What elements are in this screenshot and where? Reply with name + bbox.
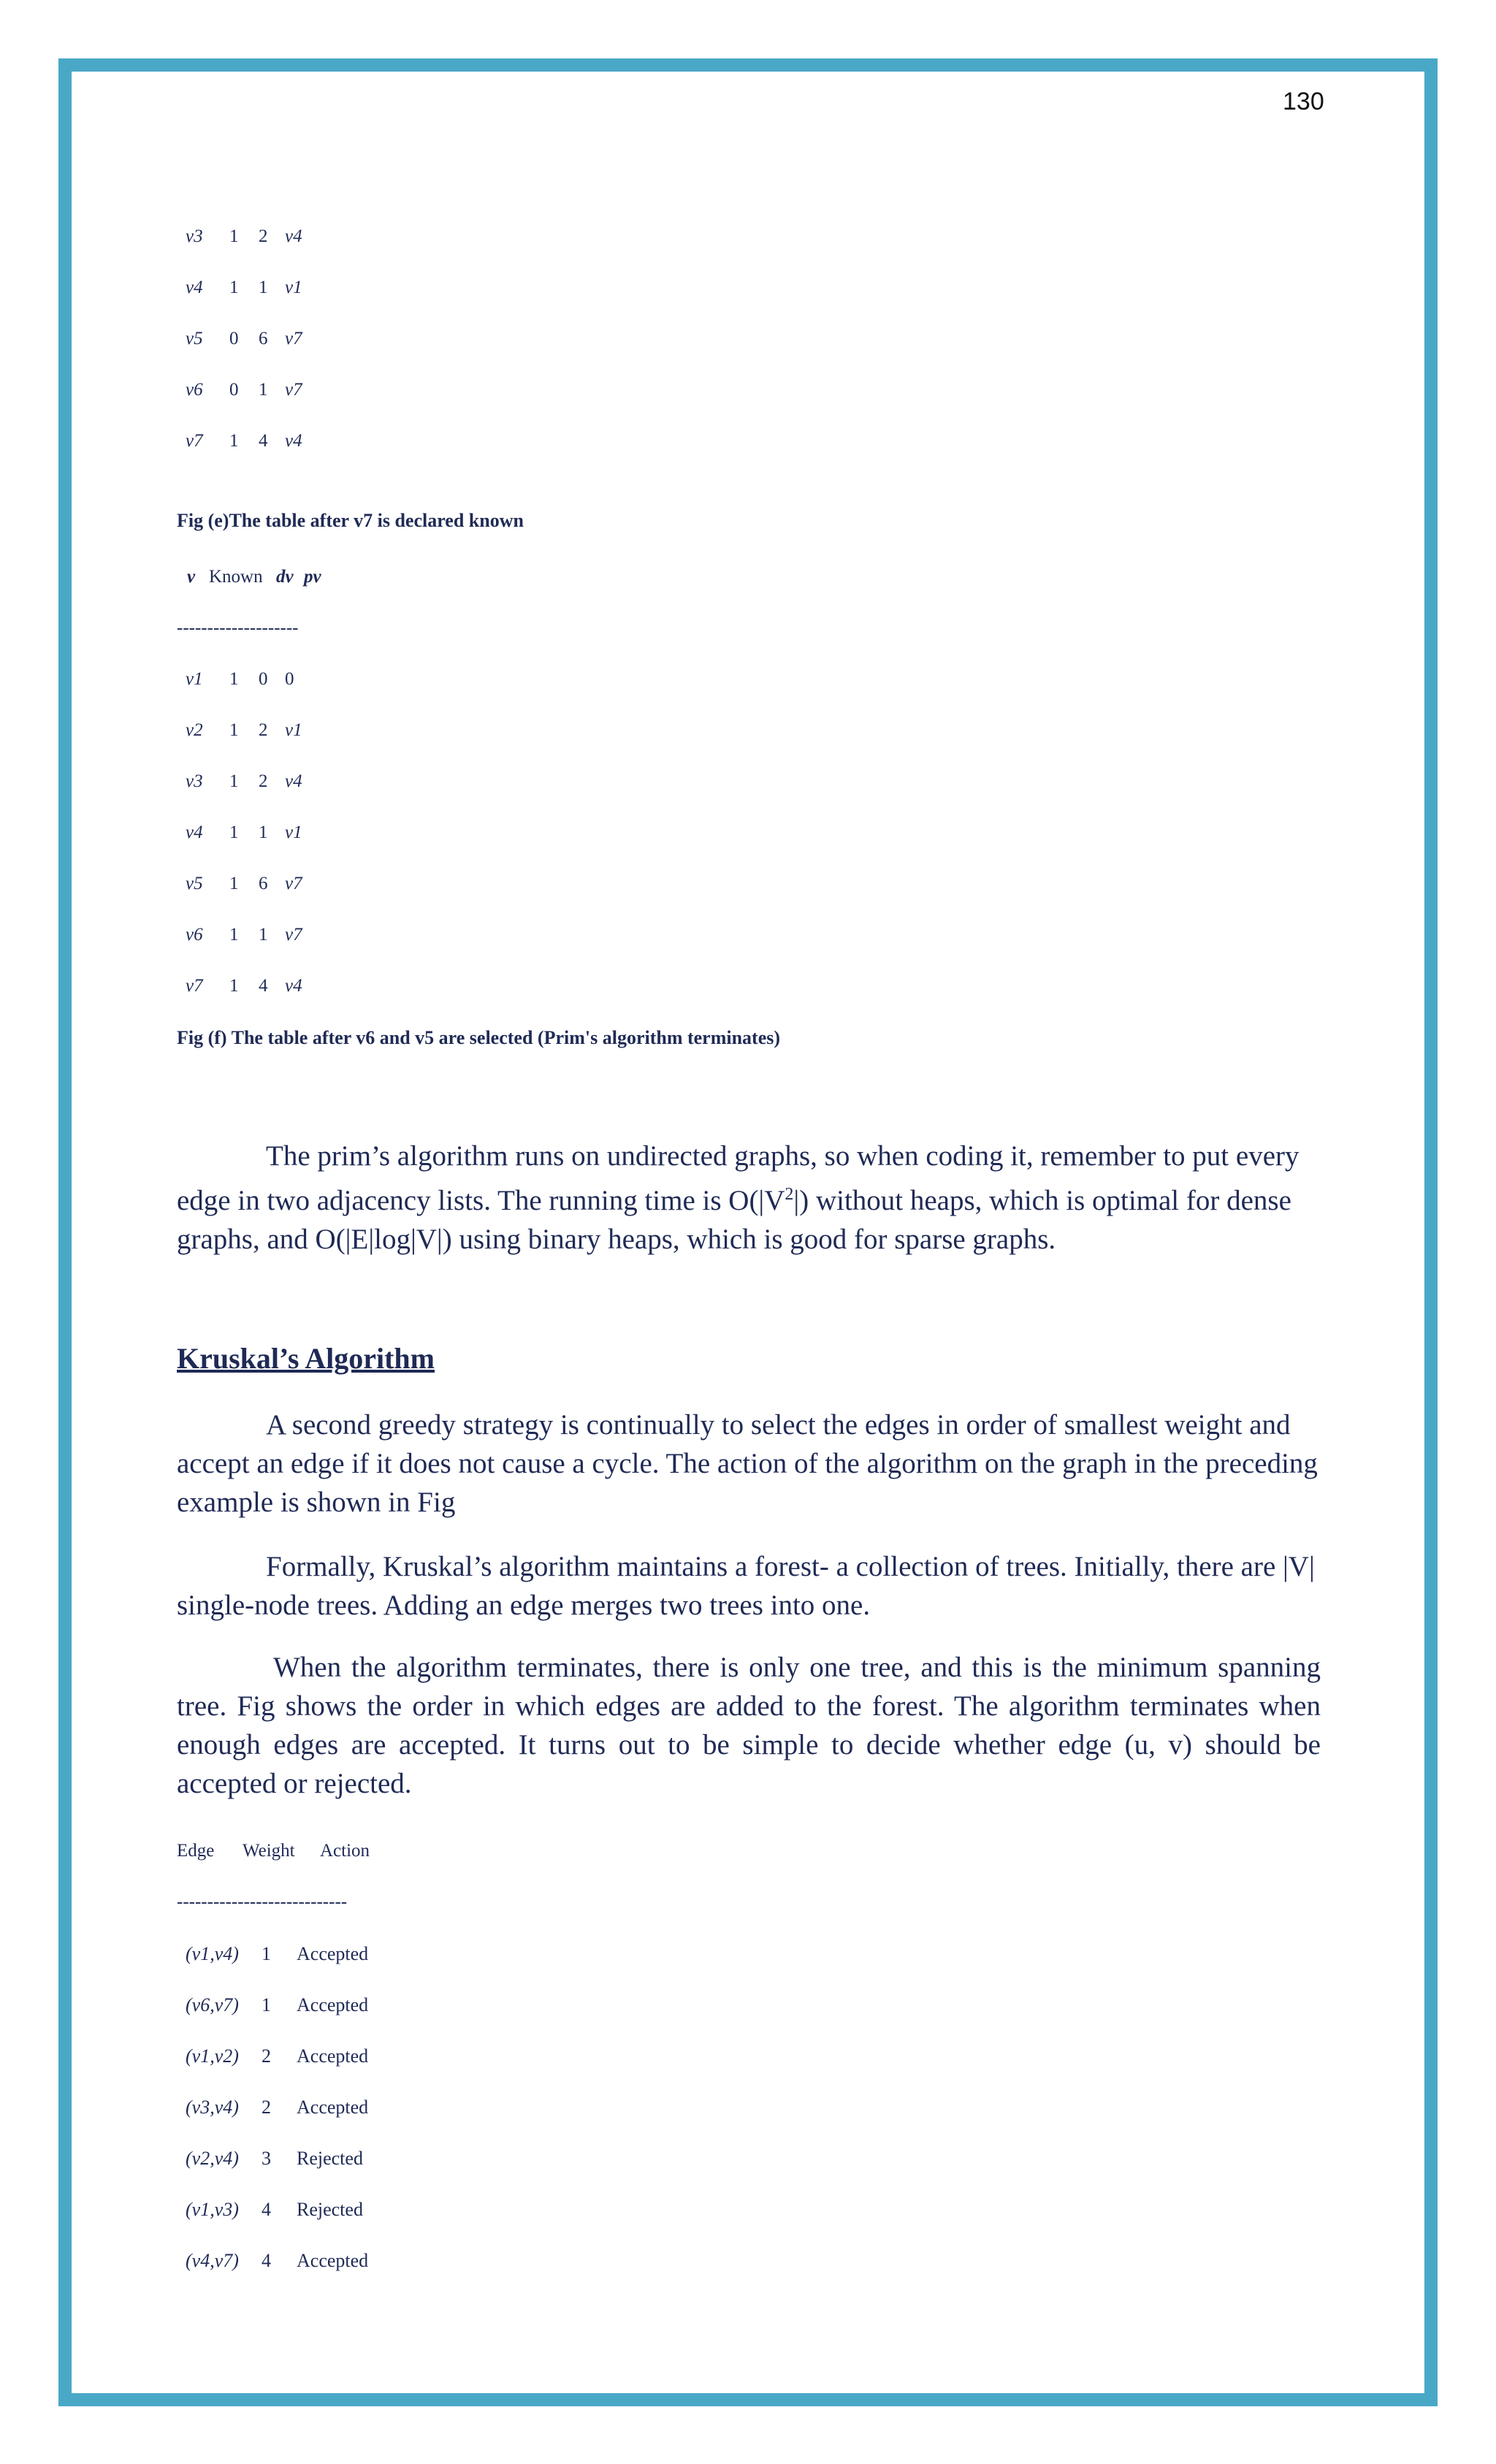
cell-edge: (v6,v7) xyxy=(186,1994,239,2015)
cell-pv: v4 xyxy=(285,226,302,246)
table-separator: ---------------------------- xyxy=(177,1892,348,1912)
cell-v: v3 xyxy=(186,771,203,791)
cell-v: v4 xyxy=(186,823,203,842)
cell-known: 1 xyxy=(229,278,239,297)
cell-action: Accepted xyxy=(297,2250,369,2271)
figure-caption-e: Fig (e)The table after v7 is declared known xyxy=(177,510,524,531)
cell-v: v2 xyxy=(186,720,203,740)
cell-edge: (v1,v4) xyxy=(186,1943,239,1964)
cell-dv: 1 xyxy=(259,823,268,842)
cell-action: Accepted xyxy=(297,1943,369,1964)
cell-known: 1 xyxy=(229,431,239,451)
cell-pv: 0 xyxy=(285,669,294,689)
cell-dv: 4 xyxy=(259,431,268,451)
cell-action: Rejected xyxy=(297,2148,363,2169)
prim-paragraph-text: |) without heaps, which is optimal for dense graphs, and O(|E|log|V|) using binary heaps, which is good for sparse graphs. xyxy=(177,1185,1291,1255)
prim-paragraph-text: The prim’s algorithm runs on undirected graphs, so when coding it, remember to put every edge in two adjacency lists. The running time is O(|V xyxy=(177,1140,1300,1216)
cell-pv: v4 xyxy=(285,431,302,451)
header-dv: dv xyxy=(276,567,294,587)
cell-dv: 4 xyxy=(259,976,268,996)
cell-v: v6 xyxy=(186,925,203,945)
cell-dv: 1 xyxy=(259,278,268,297)
cell-weight: 1 xyxy=(262,1943,271,1964)
cell-known: 1 xyxy=(229,925,239,945)
header-pv: pv xyxy=(304,567,321,587)
section-heading: Kruskal’s Algorithm xyxy=(177,1342,435,1375)
cell-known: 1 xyxy=(229,669,239,689)
cell-dv: 0 xyxy=(259,669,268,689)
cell-edge: (v3,v4) xyxy=(186,2097,239,2118)
cell-dv: 2 xyxy=(259,226,268,246)
cell-weight: 4 xyxy=(262,2250,271,2271)
cell-edge: (v4,v7) xyxy=(186,2250,239,2271)
header-action: Action xyxy=(320,1841,370,1861)
header-known: Known xyxy=(209,567,263,587)
cell-known: 1 xyxy=(229,226,239,246)
cell-pv: v7 xyxy=(285,329,302,348)
cell-known: 1 xyxy=(229,976,239,996)
prim-paragraph xyxy=(177,1137,1321,1259)
cell-known: 0 xyxy=(229,329,239,348)
cell-known: 1 xyxy=(229,874,239,893)
cell-dv: 1 xyxy=(259,925,268,945)
cell-dv: 2 xyxy=(259,720,268,740)
kruskal-paragraph-3: When the algorithm terminates, there is only one tree, and this is the minimum spanning tree. Fig shows the order in which edges are added to the forest. The algorithm terminates when enough edges are accepted. It turns out to be simple to decide whether edge (u, v) should be accepted or rejected. xyxy=(177,1652,1321,1799)
cell-weight: 4 xyxy=(262,2199,271,2220)
cell-edge: (v2,v4) xyxy=(186,2148,239,2169)
cell-v: v6 xyxy=(186,380,203,400)
cell-dv: 6 xyxy=(259,329,268,348)
cell-known: 0 xyxy=(229,380,239,400)
cell-action: Accepted xyxy=(297,2097,369,2118)
cell-pv: v7 xyxy=(285,874,302,893)
cell-pv: v1 xyxy=(285,823,302,842)
header-edge: Edge xyxy=(177,1841,215,1861)
cell-weight: 3 xyxy=(262,2148,271,2169)
figure-caption-f: Fig (f) The table after v6 and v5 are selected (Prim's algorithm terminates) xyxy=(177,1027,781,1048)
cell-pv: v4 xyxy=(285,976,302,996)
cell-v: v5 xyxy=(186,874,203,893)
cell-dv: 6 xyxy=(259,874,268,893)
cell-v: v4 xyxy=(186,278,203,297)
kruskal-paragraph-1: A second greedy strategy is continually to select the edges in order of smallest weight and accept an edge if it does not cause a cycle. The action of the algorithm on the graph in the preceding example is shown in Fig xyxy=(177,1409,1318,1518)
table-separator: -------------------- xyxy=(177,618,299,638)
cell-action: Accepted xyxy=(297,1994,369,2015)
cell-known: 1 xyxy=(229,823,239,842)
cell-pv: v7 xyxy=(285,925,302,945)
cell-pv: v1 xyxy=(285,278,302,297)
cell-known: 1 xyxy=(229,771,239,791)
kruskal-paragraph-2: Formally, Kruskal’s algorithm maintains a forest- a collection of trees. Initially, there are |V| single-node trees. Adding an edge merges two trees into one. xyxy=(177,1551,1315,1621)
cell-weight: 2 xyxy=(262,2097,271,2118)
cell-v: v7 xyxy=(186,976,203,996)
superscript: 2 xyxy=(785,1185,794,1204)
cell-weight: 2 xyxy=(262,2045,271,2067)
cell-pv: v1 xyxy=(285,720,302,740)
header-weight: Weight xyxy=(243,1841,295,1861)
header-v: v xyxy=(187,567,196,587)
cell-dv: 2 xyxy=(259,771,268,791)
cell-v: v5 xyxy=(186,329,203,348)
cell-pv: v4 xyxy=(285,771,302,791)
cell-edge: (v1,v3) xyxy=(186,2199,239,2220)
cell-action: Accepted xyxy=(297,2045,369,2067)
cell-weight: 1 xyxy=(262,1994,271,2015)
cell-edge: (v1,v2) xyxy=(186,2045,239,2067)
cell-v: v1 xyxy=(186,669,203,689)
cell-dv: 1 xyxy=(259,380,268,400)
cell-v: v7 xyxy=(186,431,203,451)
cell-pv: v7 xyxy=(285,380,302,400)
cell-v: v3 xyxy=(186,226,203,246)
cell-action: Rejected xyxy=(297,2199,363,2220)
cell-known: 1 xyxy=(229,720,239,740)
page-number: 130 xyxy=(1283,88,1324,115)
